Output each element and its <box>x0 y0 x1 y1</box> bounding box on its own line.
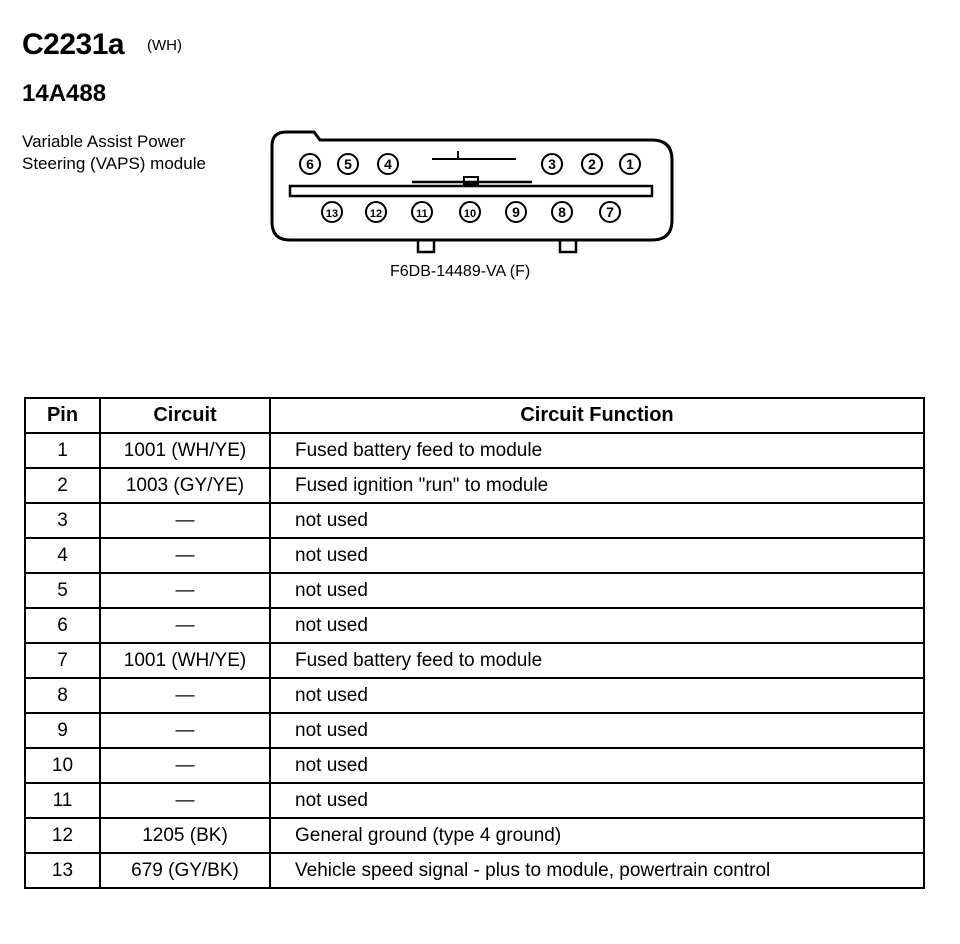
table-row <box>25 503 924 538</box>
pin-cell: 7 <box>25 643 100 678</box>
pin-number-label: 8 <box>558 204 566 220</box>
pin-cell: 9 <box>25 713 100 748</box>
center-bar <box>290 186 652 196</box>
table-header-row <box>25 398 924 433</box>
table-row <box>25 468 924 503</box>
latch-right <box>560 240 576 252</box>
pin-number-label: 11 <box>416 208 428 220</box>
part-number: 14A488 <box>22 80 107 107</box>
connector-id-text: C2231a <box>22 28 125 61</box>
pin-cell: 8 <box>25 678 100 713</box>
connector-face-diagram <box>266 124 686 256</box>
header-function: Circuit Function <box>270 398 924 433</box>
pin-number-label: 4 <box>384 156 392 172</box>
pin-number-label: 5 <box>344 156 352 172</box>
connector-part-label: F6DB-14489-VA (F) <box>390 263 531 280</box>
module-description <box>22 131 262 175</box>
circuit-cell: — <box>100 713 270 748</box>
bottom-pin-row <box>322 202 620 222</box>
circuit-cell: 1205 (BK) <box>100 818 270 853</box>
function-cell: not used <box>270 748 924 783</box>
pin-number-label: 13 <box>325 208 339 220</box>
header-circuit: Circuit <box>100 398 270 433</box>
circuit-cell: 679 (GY/BK) <box>100 853 270 888</box>
pin-cell: 2 <box>25 468 100 503</box>
pin-number-label: 2 <box>588 156 596 172</box>
table-row <box>25 678 924 713</box>
circuit-cell: — <box>100 538 270 573</box>
circuit-cell: 1001 (WH/YE) <box>100 643 270 678</box>
table-row <box>25 783 924 818</box>
pin-number-label: 1 <box>626 156 634 172</box>
function-cell: Fused ignition "run" to module <box>270 468 924 503</box>
pin-number-label: 12 <box>369 208 383 220</box>
circuit-cell: — <box>100 573 270 608</box>
pin-cell: 1 <box>25 433 100 468</box>
table-row <box>25 433 924 468</box>
table-row <box>25 853 924 888</box>
function-cell: not used <box>270 608 924 643</box>
function-cell: Fused battery feed to module <box>270 643 924 678</box>
pin-cell: 3 <box>25 503 100 538</box>
circuit-cell: — <box>100 783 270 818</box>
function-cell: not used <box>270 713 924 748</box>
table-row <box>25 573 924 608</box>
table-row <box>25 713 924 748</box>
function-cell: Vehicle speed signal - plus to module, powertrain control <box>270 853 924 888</box>
pin-number-label: 7 <box>606 204 614 220</box>
pin-number-label: 3 <box>548 156 556 172</box>
pinout-table <box>24 397 925 889</box>
connector-id <box>22 30 124 60</box>
pin-number-label: 10 <box>463 208 477 220</box>
function-cell: not used <box>270 678 924 713</box>
pin-cell: 4 <box>25 538 100 573</box>
pin-cell: 6 <box>25 608 100 643</box>
connector-color: (WH) <box>147 37 182 54</box>
description-line-2: Steering (VAPS) module <box>22 154 206 173</box>
circuit-cell: 1003 (GY/YE) <box>100 468 270 503</box>
pin-cell: 12 <box>25 818 100 853</box>
function-cell: not used <box>270 573 924 608</box>
circuit-cell: 1001 (WH/YE) <box>100 433 270 468</box>
latch-left <box>418 240 434 252</box>
function-cell: Fused battery feed to module <box>270 433 924 468</box>
pin-cell: 13 <box>25 853 100 888</box>
circuit-cell: — <box>100 608 270 643</box>
circuit-cell: — <box>100 678 270 713</box>
pin-number-label: 9 <box>512 204 520 220</box>
top-pin-row <box>300 154 640 174</box>
table-row <box>25 818 924 853</box>
function-cell: not used <box>270 538 924 573</box>
table-row <box>25 643 924 678</box>
circuit-cell: — <box>100 748 270 783</box>
pin-cell: 5 <box>25 573 100 608</box>
table-row <box>25 538 924 573</box>
function-cell: General ground (type 4 ground) <box>270 818 924 853</box>
pin-number-label: 6 <box>306 156 314 172</box>
function-cell: not used <box>270 783 924 818</box>
function-cell: not used <box>270 503 924 538</box>
header-pin: Pin <box>25 398 100 433</box>
circuit-cell: — <box>100 503 270 538</box>
table-row <box>25 748 924 783</box>
description-line-1: Variable Assist Power <box>22 132 186 151</box>
pin-cell: 11 <box>25 783 100 818</box>
pin-cell: 10 <box>25 748 100 783</box>
table-row <box>25 608 924 643</box>
